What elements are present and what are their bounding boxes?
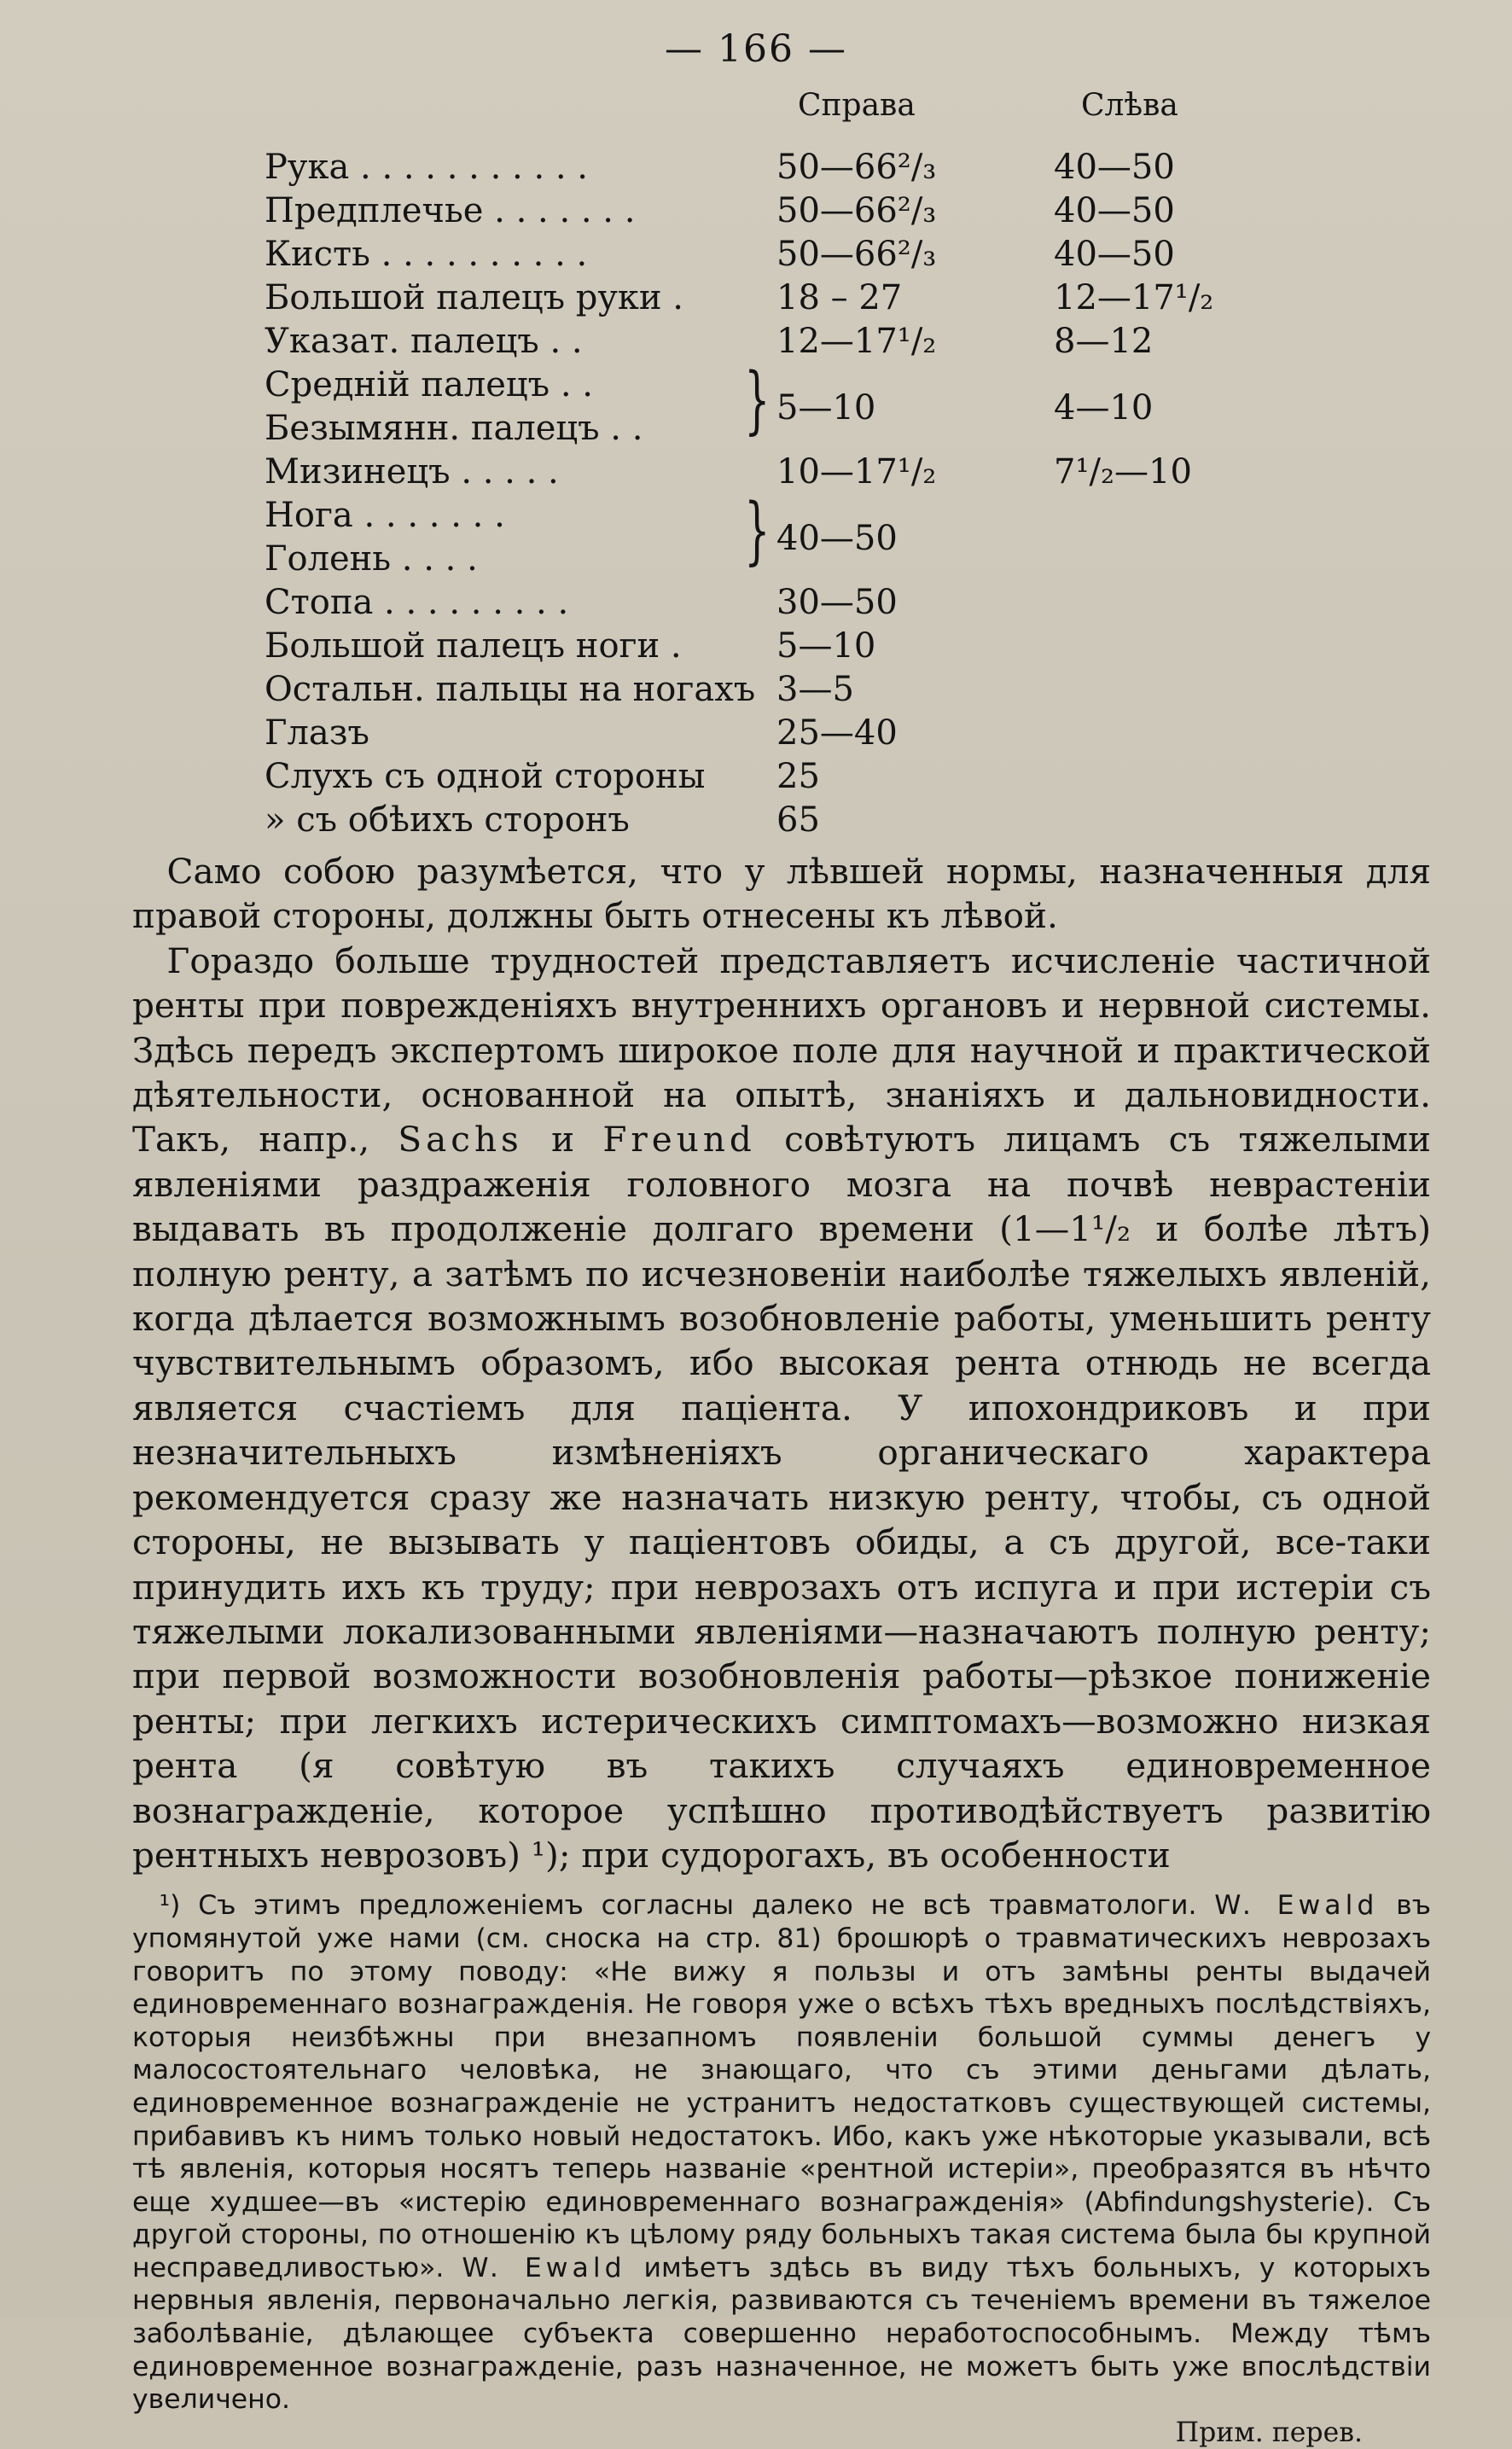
row-label: Голень [265,539,392,579]
row-label-wrap [265,409,643,448]
row-label-wrap [265,670,755,709]
brace-leg: } [744,488,771,573]
row-leader-dots: . . . . [391,539,478,579]
value-left: 12—17¹/₂ [1054,278,1214,317]
row-label: Остальн. пальцы на ногахъ [265,670,756,709]
row-label-wrap [265,583,568,622]
table-row [132,278,1431,322]
row-label: Предплечье [265,191,484,230]
row-label-wrap [265,365,593,404]
row-label-wrap [265,235,587,274]
footnote: ¹) Съ этимъ предложеніемъ согласны далеко не всѣ травматологи. W. Ewald въ упомянутой уже нами (см. сноска на стр. 81) брошюрѣ о травматическихъ неврозахъ говоритъ по этому поводу: «Не вижу я пользы и отъ замѣны ренты выдачей единовременнаго вознагражденія. Не говоря уже о всѣхъ тѣхъ вредныхъ послѣдствіяхъ, которыя неизбѣжны при внезапномъ появленіи большой суммы денегъ у малосостоятельнаго человѣка, не знающаго, что съ этими деньгами дѣлать, единовременное вознагражденіе не устранитъ недостатковъ существующей системы, прибавивъ къ нимъ только новый недостатокъ. Ибо, какъ уже нѣкоторые указывали, всѣ тѣ явленія, которыя носятъ теперь названіе «рентной истеріи», преобразятся въ нѣчто еще худшее—въ «истерію единовременнаго вознагражденія» (Abfindungshysterie). Съ другой стороны, по отношенію къ цѣлому ряду больныхъ такая система была бы крупной несправедливостью». W. Ewald имѣетъ здѣсь въ виду тѣхъ больныхъ, у которыхъ нервныя явленія, первоначально легкія, развиваются съ теченіемъ времени въ тяжелое заболѣваніе, дѣлающее субъекта совершенно неработоспособнымъ. Между тѣмъ единовременное вознагражденіе, разъ назначенное, не можетъ быть уже впослѣдствіи увеличено. Прим. перев. [132,1890,1431,2448]
value-right: 65 [776,800,820,840]
row-label-wrap [265,191,635,230]
row-leader-dots: . . [599,409,643,448]
author-name: W. Ewald [1214,1890,1379,1922]
value-right: 30—50 [776,583,898,622]
author-name: W. Ewald [462,2252,626,2283]
row-label: Указат. палецъ [265,322,539,361]
value-left: 4—10 [1054,388,1154,428]
translator-note-signature: Прим. перев. [1175,2417,1363,2448]
row-label-wrap [265,539,478,579]
column-header-left: Слѣва [1081,88,1178,123]
row-label: Большой палецъ ноги [265,626,660,666]
table-row [132,322,1431,365]
paragraph: Гораздо больше трудностей представляетъ исчисленіе частичной ренты при поврежденіяхъ внутреннихъ органовъ и нервной системы. Здѣсь передъ экспертомъ широкое поле для научной и практической дѣятельности, основанной на опытѣ, знаніяхъ и дальновидности. Такъ, напр., Sachs и Freund совѣтуютъ лицамъ съ тяжелыми явленіями раздраженія головного мозга на почвѣ неврастеніи выдавать въ продолженіе долгаго времени (1—1¹/₂ и болѣе лѣтъ) полную ренту, а затѣмъ по исчезновеніи наиболѣе тяжелыхъ явленій, когда дѣлается возможнымъ возобновленіе работы, уменьшить ренту чувствительнымъ образомъ, ибо высокая рента отнюдь не всегда является счастіемъ для паціента. У ипохондриковъ и при незначительныхъ измѣненіяхъ органическаго характера рекомендуется сразу же назначать низкую ренту, чтобы, съ одной стороны, не вызывать у паціентовъ обиды, а съ другой, все-таки принудить ихъ къ труду; при неврозахъ отъ испуга и при истеріи съ тяжелыми локализованными явленіями—назначаютъ полную ренту; при первой возможности возобновленія работы—рѣзкое пониженіе ренты; при легкихъ истерическихъ симптомахъ—возможно низкая рента (я совѣтую въ такихъ случаяхъ единовременное вознагражденіе, которое успѣшно противодѣйствуетъ развитію рентныхъ неврозовъ) ¹); при судорогахъ, въ особенности [132,939,1431,1876]
row-leader-dots: . [661,278,684,317]
value-right: 40—50 [776,519,898,558]
table-row [132,670,1431,713]
value-right: 3—5 [776,670,854,709]
value-right: 12—17¹/₂ [776,322,937,361]
value-left: 40—50 [1054,235,1175,274]
row-label-wrap [265,322,583,361]
row-label: Рука [265,148,350,187]
row-label: Кисть [265,235,370,274]
row-label: Среднiй палецъ [265,365,550,404]
column-header-right: Справа [798,88,916,123]
value-right: 5—10 [776,388,876,428]
value-right: 50—66²/₃ [776,148,937,187]
rent-table [132,148,1431,844]
table-row [132,519,1431,583]
row-label-wrap [265,278,683,317]
row-leader-dots: . [660,626,682,666]
table-row [132,388,1431,452]
row-label: Большой палецъ руки [265,278,662,317]
value-left: 40—50 [1054,148,1175,187]
table-row [132,800,1431,844]
value-left: 7¹/₂—10 [1054,452,1192,492]
value-left: 8—12 [1054,322,1154,361]
row-label: Мизинецъ [265,452,451,492]
value-right: 5—10 [776,626,876,666]
row-leader-dots: . . . . . [450,452,559,492]
value-right: 10—17¹/₂ [776,452,937,492]
brace-fingers: } [744,358,771,443]
author-name: Freund [602,1119,756,1161]
table-row [132,757,1431,800]
row-label-wrap [265,800,630,840]
row-label: Слухъ съ одной стороны [265,757,706,796]
row-leader-dots: . . . . . . . . . . . [349,148,589,187]
row-label: Стопа [265,583,374,622]
footnote-marker: ¹) [159,1890,181,1922]
value-right: 50—66²/₃ [776,191,937,230]
row-leader-dots: . . . . . . . [352,496,505,535]
table-row [132,583,1431,626]
page-number: — 166 — [665,27,847,71]
row-label: Нога [265,496,353,535]
main-text [132,849,1431,1877]
row-label: Глазъ [265,713,370,753]
row-leader-dots: . . . . . . . . . . [369,235,588,274]
row-leader-dots: . . . . . . . . . [373,583,569,622]
row-leader-dots: . . [550,365,593,404]
table-row [132,452,1431,496]
paragraph: Само собою разумѣется, что у лѣвшей нормы, назначенныя для правой стороны, должны быть отнесены къ лѣвой. [132,851,1431,937]
table-column-headers [132,88,1431,148]
value-right: 18 – 27 [776,278,903,317]
value-left: 40—50 [1054,191,1175,230]
row-label-wrap [265,757,705,796]
row-label-wrap [265,626,682,666]
row-leader-dots: . . [538,322,583,361]
table-row [132,148,1431,191]
row-label-wrap [265,713,369,753]
table-row [132,626,1431,670]
author-name: Sachs [398,1119,523,1161]
row-label-wrap [265,148,588,187]
value-right: 50—66²/₃ [776,235,937,274]
row-leader-dots: . . . . . . . [483,191,636,230]
table-row [132,191,1431,235]
row-label: Безымянн. палецъ [265,409,600,448]
value-right: 25 [776,757,820,796]
row-label-wrap [265,452,559,492]
row-label: » съ обѣихъ сторонъ [265,800,630,840]
table-row [132,713,1431,757]
value-right: 25—40 [776,713,898,753]
row-label-wrap [265,496,505,535]
table-row [132,235,1431,278]
